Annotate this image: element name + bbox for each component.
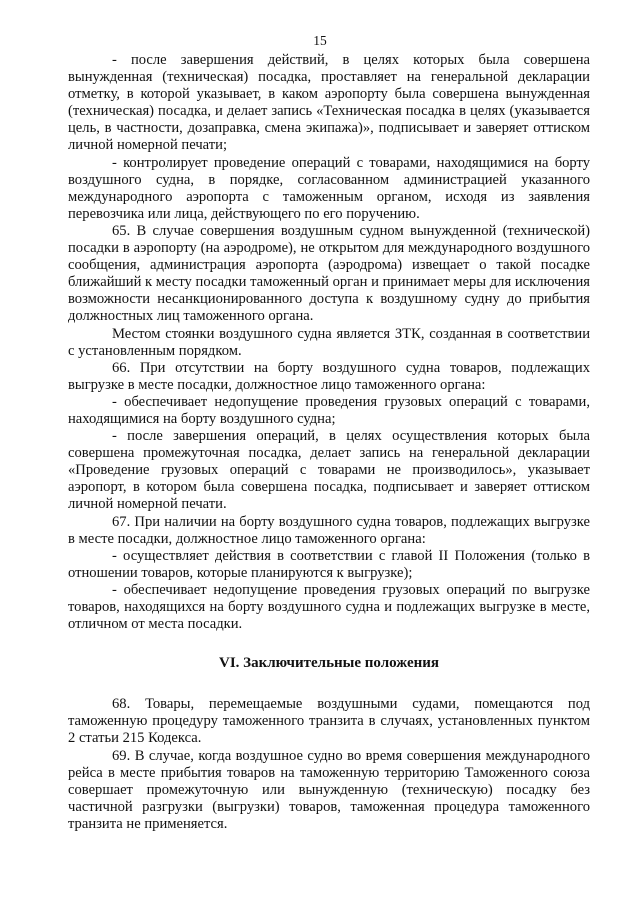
section-title: VI. Заключительные положения <box>219 655 439 672</box>
paragraph-65: 65. В случае совершения воздушным судном вынужденной (технической) посадки в аэропорту (на аэродроме), не открытом для международного воздушного сообщения, администрация аэропорта (аэродрома) извещает о такой посадке ближайший к месту посадки таможенный орган и принимает меры для исключения возможности несанкционированного доступа к воздушному судну до прибытия должностных лиц таможенного органа. <box>68 222 590 325</box>
paragraph-66-no-cargo-operations: - обеспечивает недопущение проведения грузовых операций с товарами, находящимися на борту воздушного судна; <box>68 393 590 427</box>
paragraph-67-chapter-ii-actions: - осуществляет действия в соответствии с главой II Положения (только в отношении товаров, которые планируются к выгрузке); <box>68 547 590 581</box>
paragraph-forced-landing-declaration: - после завершения действий, в целях которых была совершена вынужденная (техническая) посадка, проставляет на генеральной декларации отметку, в которой указывает, в каком аэропорту была совершена вынужденная (техническая) посадка, и делает запись «Техническая посадка в целях (указывается цель, в частности, дозаправка, смена экипажа)», подписывает и заверяет оттиском личной номерной печати; <box>68 52 590 154</box>
paragraph-69: 69. В случае, когда воздушное судно во время совершения международного рейса в месте прибытия товаров на таможенную территорию Таможенного союза совершает промежуточную или вынужденную (техническую) посадку без частичной разгрузки (выгрузки) товаров, таможенная процедура таможенного транзита не применяется. <box>68 747 590 832</box>
paragraph-66-declaration-record: - после завершения операций, в целях осуществления которых была совершена промежуточная посадка, делает запись на генеральной декларации «Проведение грузовых операций с товарами не производилось», указывает аэропорт, в котором была совершена посадка, подписывает и заверяет оттиском личной номерной печати. <box>68 428 590 513</box>
paragraph-67-no-unloading: - обеспечивает недопущение проведения грузовых операций по выгрузке товаров, находящихся на борту воздушного судна и подлежащих выгрузке в месте, отличном от места посадки. <box>68 581 590 633</box>
paragraph-66: 66. При отсутствии на борту воздушного судна товаров, подлежащих выгрузке в месте посадки, должностное лицо таможенного органа: <box>68 359 590 393</box>
paragraph-68: 68. Товары, перемещаемые воздушными судами, помещаются под таможенную процедуру таможенного транзита в случаях, установленных пунктом 2 статьи 215 Кодекса. <box>68 696 590 747</box>
paragraph-67: 67. При наличии на борту воздушного судна товаров, подлежащих выгрузке в месте посадки, должностное лицо таможенного органа: <box>68 513 590 547</box>
page-number: 15 <box>313 33 327 48</box>
paragraph-goods-operations-control: - контролирует проведение операций с товарами, находящимися на борту воздушного судна, в порядке, согласованном администрацией указанного международного аэропорта с таможенным органом, исходя из заявления перевозчика или лица, действующего по его поручению. <box>68 154 590 222</box>
document-body <box>68 52 590 833</box>
paragraph-parking-place: Местом стоянки воздушного судна является ЗТК, созданная в соответствии с установленным порядком. <box>68 325 590 359</box>
